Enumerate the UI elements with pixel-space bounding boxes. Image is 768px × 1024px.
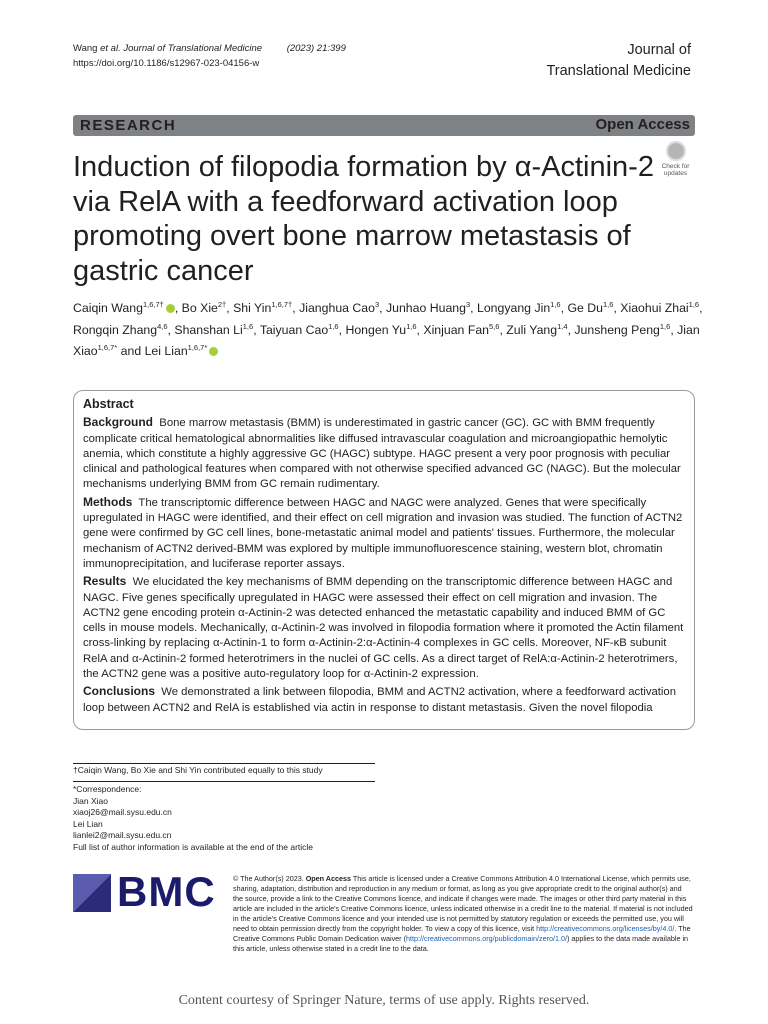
correspondence-label: *Correspondence: (73, 784, 142, 794)
section-text: We demonstrated a link between filopodia, BMM and ACTN2 activation, where a feedforward activation loop between ACTN2 and RelA is established via actin in response to distant metastasis. Given the novel filopodia (83, 686, 676, 714)
journal-name (546, 40, 691, 82)
correspondence-block (73, 784, 313, 853)
author-name[interactable]: Shi Yin (233, 301, 272, 316)
section-text: We elucidated the key mechanisms of BMM depending on the transcriptomic difference between HAGC and NAGC. Five genes specifically upregulated in HAGC were assessed their effect on cell migration and invasion. The ACTN2 gene encoding protein α-Actinin-2 was detected enhanced the metastatic capability and induced BMM of GC cells in mouse models. Mechanically, α-Actinin-2 was involved in filopodia formation where it promoted the Actin filament cross-linking by replacing α-Actinin-1 to form α-Actinin-2:α-Actinin-4 complexes in GC cells. Moreover, NF-κB subunit RelA and α-Actinin-2 formed heterotrimers in the nuclei of GC cells. As a direct target of RelA:α-Actinin-2 heterotrimers, the ACTN2 gene was a positive auto-regulatory loop for α-Actinin-2 expression. (83, 576, 684, 681)
corresponding-author-email[interactable]: lianlei2@mail.sysu.edu.cn (73, 830, 172, 840)
section-label: Results (83, 574, 127, 589)
author-affiliation: 2† (217, 300, 227, 309)
author-affiliation: 1,6 (550, 300, 561, 309)
equal-contribution-note: †Caiqin Wang, Bo Xie and Shi Yin contributed equally to this study (73, 765, 323, 775)
author-affiliation: 5,6 (489, 321, 500, 331)
section-text: The transcriptomic difference between HAGC and NAGC were analyzed. Genes that were specifically upregulated in HAGC were identified, and their effect on cell migration and invasion was studied. The function of ACTN2 gene were confirmed by GC cell lines, bone-metastatic animal model and patients' tissues. Furthermore, the molecular mechanism of ACTN2 derived-BMM was explored by multiple immunofluorescence staining, western blot, chromatin immunoprecipitation, and luciferase reporter assays. (83, 496, 683, 570)
abstract-background (83, 415, 684, 492)
section-label: Methods (83, 494, 133, 509)
courtesy-note: Content courtesy of Springer Nature, terms of use apply. Rights reserved. (178, 993, 590, 1008)
author-name[interactable]: Xiaohui Zhai (620, 301, 689, 316)
author-name[interactable]: Taiyuan Cao (259, 322, 329, 337)
check-updates-line2: updates (663, 170, 688, 177)
license-text: . The Creative Commons Public Domain Dedication waiver ( (233, 924, 691, 943)
author-name[interactable]: Junsheng Peng (574, 322, 660, 337)
research-label: RESEARCH (80, 117, 177, 134)
license-statement (233, 874, 693, 954)
author-name[interactable]: Hongen Yu (345, 322, 407, 337)
bmc-wordmark: BMC (117, 868, 216, 915)
corresponding-author-name: Lei Lian (73, 818, 103, 829)
license-open-access: Open Access (305, 874, 351, 883)
abstract-results (83, 574, 684, 682)
journal-name-line2: Translational Medicine (546, 63, 691, 79)
section-label: Background (83, 415, 154, 430)
author-list: Caiqin Wang$^{1,6,7\dagger}$ , Bo Xie$^{2\dagger}$, Shi Yin$^{1,6,7\dagger}$, Jianghua Cao$^3$, Junhao Huang$^3$, Longyang Jin$^{1,6}$, Ge Du$^{1,6}$, Xiaohui Zhai$^{1,6}$, Rongqin Zhang$^{4,6}$, Shanshan Li$^{1,6}$, Taiyuan Cao$^{1,6}$, Hongen Yu$^{1,6}$, Xinjuan Fan$^{5,6}$, Zuli Yang$^{1,4}$, Junsheng Peng$^{1,6}$, Jian Xiao$^{1,6,7*}$ and Lei Lian$^{1,6,7*}$ (73, 300, 703, 359)
footnote-rule (73, 763, 375, 764)
author-name[interactable]: Rongqin Zhang (73, 322, 158, 337)
bmc-logo-mark-icon (73, 874, 111, 912)
author-name[interactable]: Zuli Yang (506, 322, 558, 337)
license-text: This article is licensed under a Creative Commons Attribution 4.0 International License, which permits use, sharing, adaptation, distribution and reproduction in any medium or format, as long as you give appropriate credit to the original author(s) and the source, provide a link to the Creative Commons licence, and indicate if changes were made. The images or other third party material in this article are included in the article's Creative Commons licence, unless indicated otherwise in a credit line to the material. If material is not included in the article's Creative Commons licence and your intended use is not permitted by statutory regulation or exceeds the permitted use, you will need to obtain permission directly from the copyright holder. To view a copy of this licence, visit (233, 874, 693, 933)
author-name[interactable]: Lei Lian (144, 344, 188, 359)
author-affiliation: 1,6 (328, 321, 339, 331)
license-text: ) applies to the data made available in this article, unless otherwise stated in a credit line to the data. (233, 934, 689, 953)
author-name[interactable]: Longyang Jin (477, 301, 551, 316)
author-name[interactable]: Ge Du (567, 301, 603, 316)
author-name[interactable]: Jian Xiao (73, 322, 700, 359)
abstract-heading: Abstract (83, 397, 134, 411)
cc-zero-link[interactable]: http://creativecommons.org/publicdomain/zero/1.0/ (405, 934, 567, 943)
author-affiliation: 1,6,7† (271, 300, 293, 309)
check-updates-line1: Check for (661, 163, 690, 170)
author-affiliation: 1,6,7* (97, 343, 118, 353)
copyright: © The Author(s) 2023. (233, 874, 304, 883)
author-affiliation: 1,6 (688, 300, 700, 309)
author-affiliation: 1,6 (603, 300, 614, 309)
article-title: Induction of filopodia formation by α-Actinin-2 via RelA with a feedforward activation loop promoting overt bone marrow metastasis of gastric cancer (73, 151, 654, 287)
author-name[interactable]: Jianghua Cao (299, 301, 375, 316)
orcid-icon[interactable] (166, 304, 175, 313)
corresponding-author-email[interactable]: xiaoj26@mail.sysu.edu.cn (73, 807, 172, 817)
author-affiliation: 1,6,7† (142, 300, 164, 309)
author-affiliation: 1,4 (557, 321, 568, 331)
author-affiliation: 4,6 (157, 321, 168, 331)
section-label: Conclusions (83, 684, 156, 699)
footnote-rule (73, 781, 375, 782)
header-year-volume: (2023) 21:399 (286, 43, 346, 54)
author-name[interactable]: Xinjuan Fan (423, 322, 490, 337)
journal-name-line1: Journal of (627, 42, 691, 58)
open-access-label: Open Access (595, 116, 690, 133)
header-journal: Journal of Translational Medicine (123, 43, 263, 54)
abstract-methods (83, 495, 684, 572)
author-affiliation: 3 (374, 300, 380, 309)
author-affiliation: 3 (465, 300, 471, 309)
author-info-note: Full list of author information is available at the end of the article (73, 841, 314, 852)
bmc-logo (73, 868, 216, 915)
author-name[interactable]: Bo Xie (181, 301, 218, 316)
header-et-al: et al. (100, 43, 121, 54)
article-type-banner (73, 115, 695, 136)
author-affiliation: 1,6 (406, 321, 417, 331)
abstract-box (73, 390, 695, 730)
abstract-conclusions (83, 684, 684, 716)
author-name[interactable]: Junhao Huang (385, 301, 466, 316)
author-affiliation: 1,6 (242, 321, 254, 331)
author-affiliation: 1,6,7* (187, 343, 208, 353)
corresponding-author-name: Jian Xiao (73, 795, 108, 806)
orcid-icon[interactable] (209, 347, 218, 356)
section-text: Bone marrow metastasis (BMM) is underestimated in gastric cancer (GC). GC with BMM frequently complicate critical hematological abnormalities like diffused intravascular coagulation and microangiopathic hemolytic anemia, which constitute a highly aggressive GC (HAGC) subtype. HAGC present a very poor prognosis with peculiar clinical and pathological features when compared with not otherwise specified advanced GC (NAGC). But the molecular mechanisms underlying BMM from GC remain rudimentary. (83, 417, 681, 491)
author-affiliation: 1,6 (659, 321, 671, 331)
author-name[interactable]: Caiqin Wang (73, 301, 143, 316)
header-doi[interactable]: https://doi.org/10.1186/s12967-023-04156-w (73, 58, 260, 69)
header-authors: Wang (73, 43, 98, 54)
running-header (73, 41, 346, 71)
author-name[interactable]: Shanshan Li (174, 322, 243, 337)
cc-by-link[interactable]: http://creativecommons.org/licenses/by/4.0/ (536, 924, 675, 933)
